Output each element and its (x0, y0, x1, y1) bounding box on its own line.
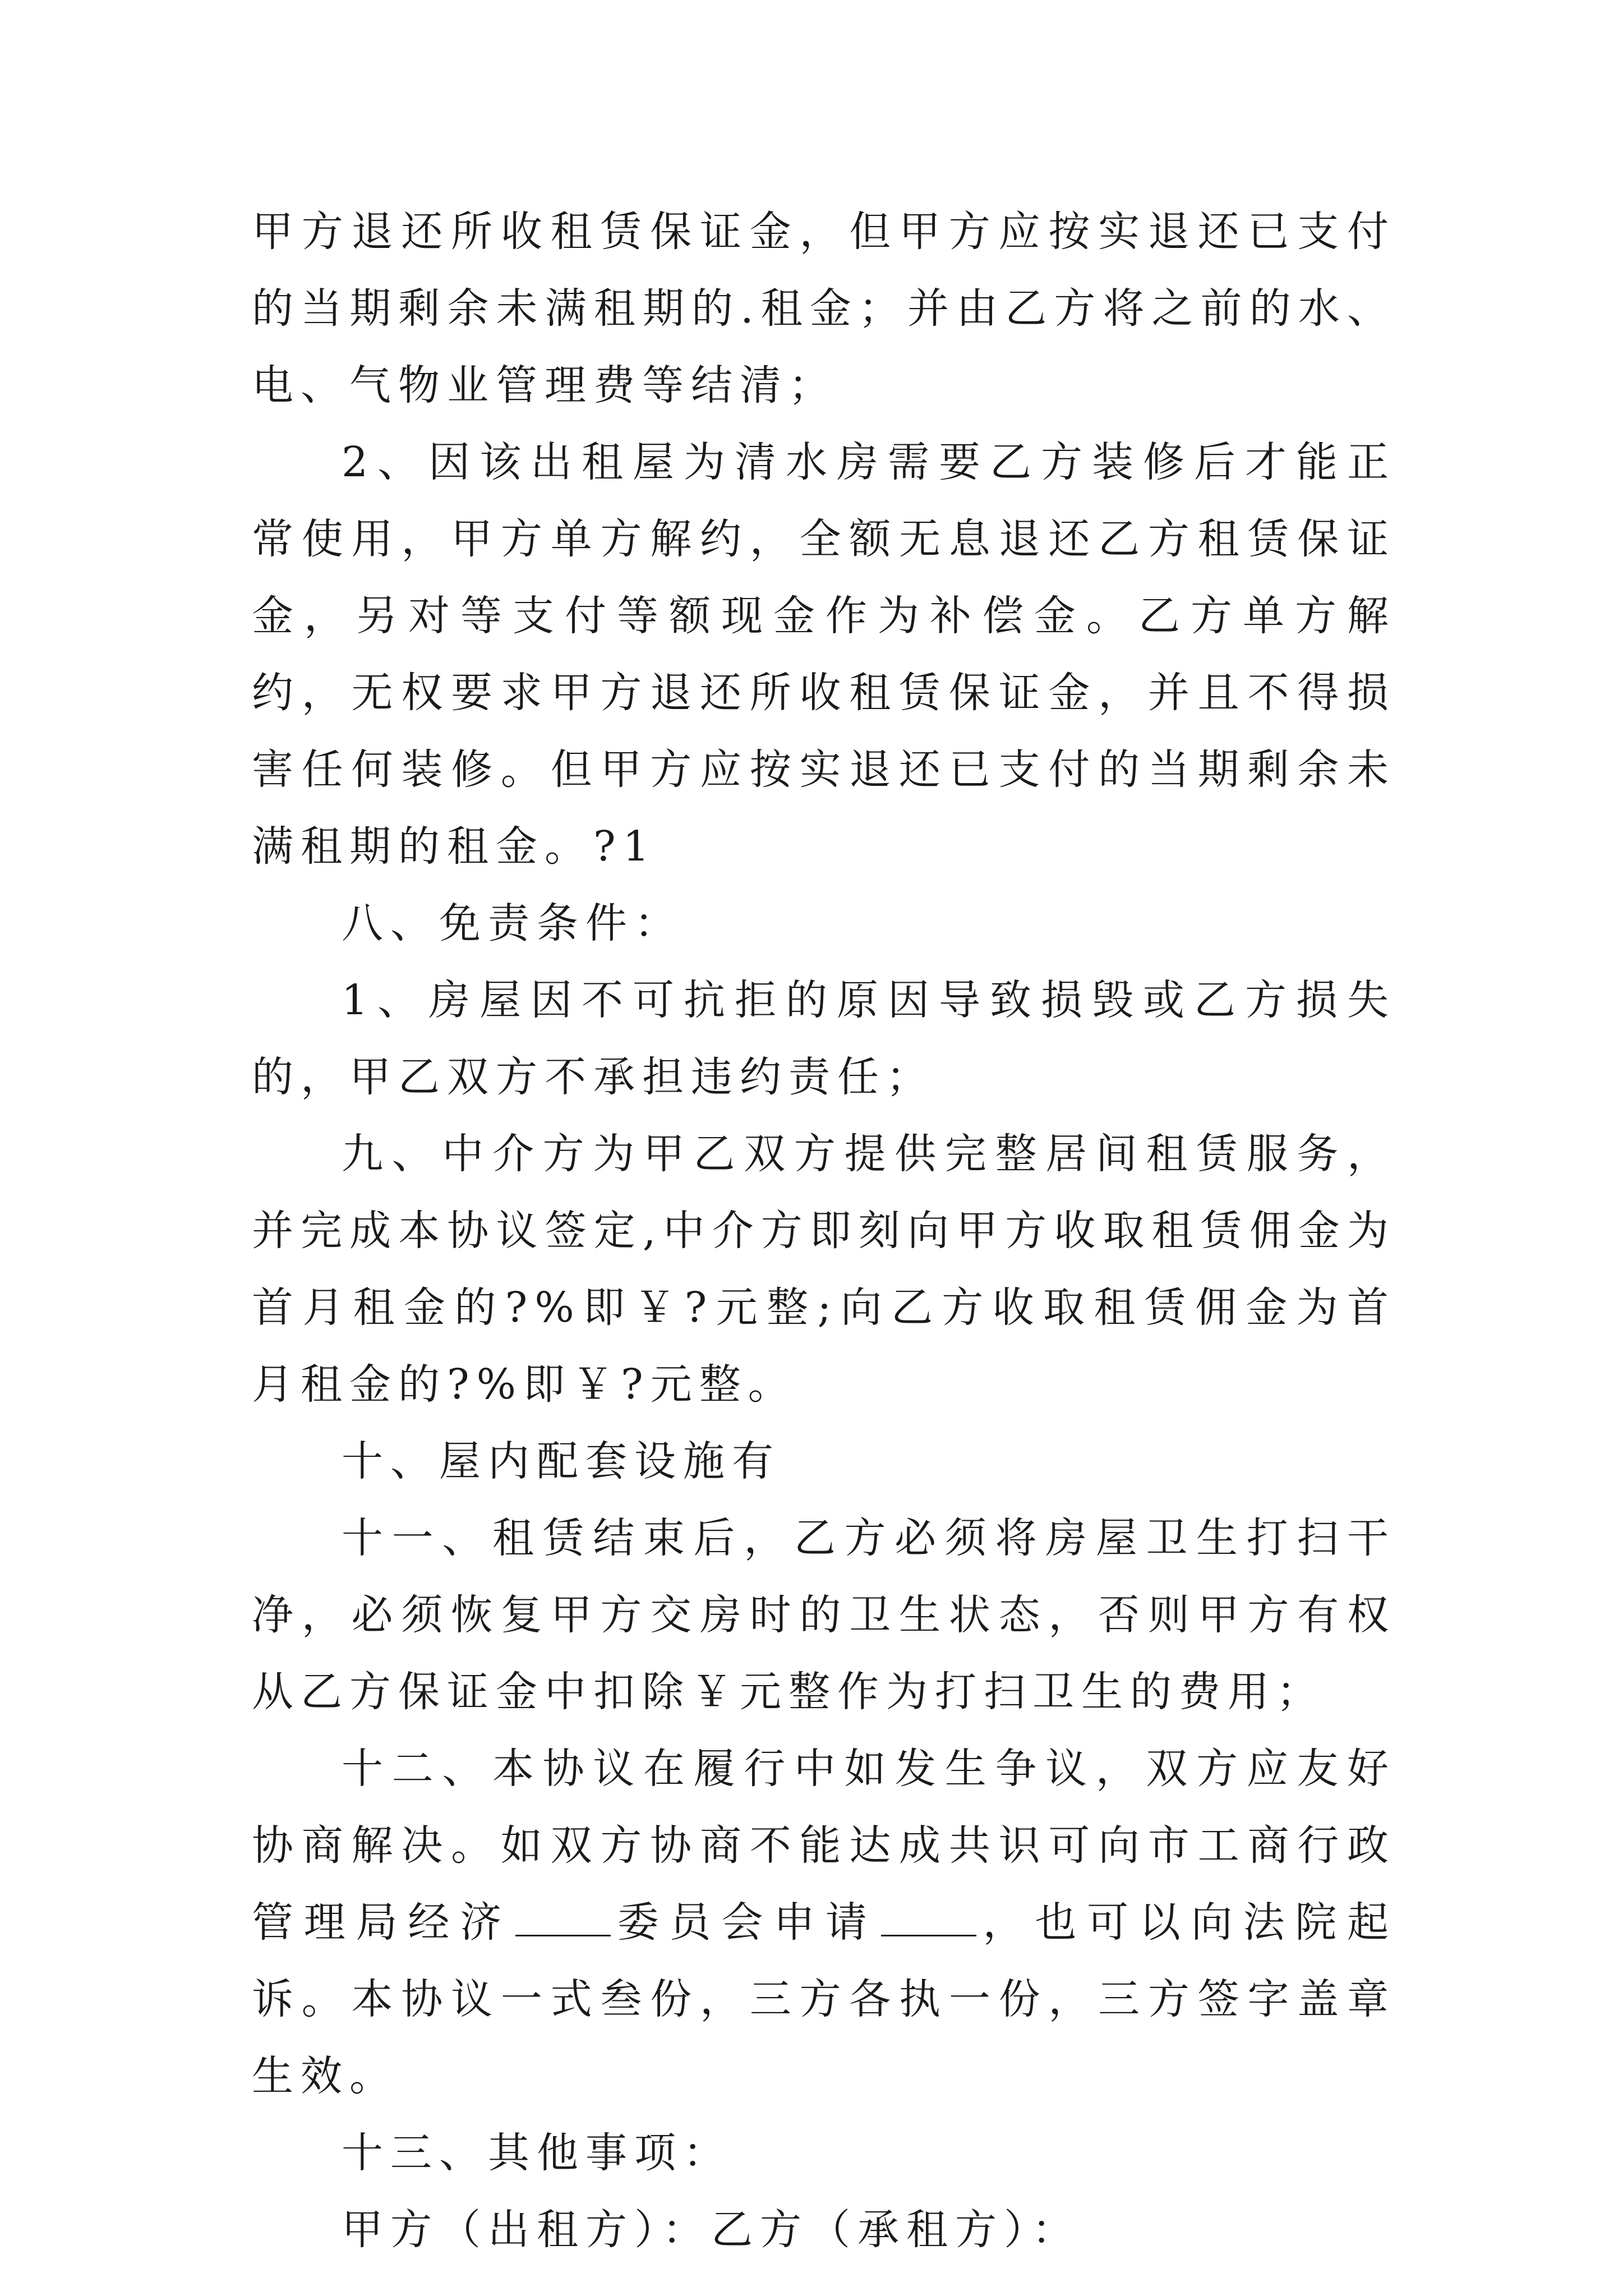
paragraph-clause-2: 2、因该出租屋为清水房需要乙方装修后才能正常使用，甲方单方解约，全额无息退还乙方租赁保证金，另对等支付等额现金作为补偿金。乙方单方解约，无权要求甲方退还所收租赁保证金，并且不得损害任何装修。但甲方应按实退还已支付的当期剩余未满租期的租金。?1 (252, 438, 1396, 871)
blank-line-2 (881, 1893, 976, 1936)
heading-other-matters: 十三、其他事项： (342, 2129, 732, 2177)
signature-line: 甲方（出租方）：乙方（承租方）： (342, 2206, 1081, 2254)
paragraph-cleaning: 十一、租赁结束后，乙方必须将房屋卫生打扫干净，必须恢复甲方交房时的卫生状态，否则甲方有权从乙方保证金中扣除￥元整作为打扫卫生的费用； (252, 1514, 1396, 1716)
dispute-text-part-1: 十二、本协议在履行中如发生争议，双方应友好协商解决。如双方协商不能达成共识可向市工商行政管理局经济 (252, 1745, 1396, 1947)
paragraph-agency-commission: 九、中介方为甲乙双方提供完整居间租赁服务，并完成本协议签定,中介方即刻向甲方收取租赁佣金为首月租金的?%即￥?元整;向乙方收取租赁佣金为首月租金的?%即￥?元整。 (252, 1130, 1396, 1409)
dispute-text-part-3: ，也可以向法院起诉。本协议一式叁份，三方各执一份，三方签字盖章生效。 (252, 1898, 1396, 2100)
paragraph-facilities: 十、屋内配套设施有 (342, 1437, 781, 1485)
blank-line-1 (515, 1893, 611, 1936)
document-body (252, 194, 1396, 2269)
paragraph-deposit-refund: 甲方退还所收租赁保证金，但甲方应按实退还已支付的当期剩余未满租期的.租金；并由乙方将之前的水、电、气物业管理费等结清； (252, 208, 1396, 409)
dispute-text-part-2: 委员会申请 (614, 1898, 878, 1947)
paragraph-force-majeure: 1、房屋因不可抗拒的原因导致损毁或乙方损失的，甲乙双方不承担违约责任； (252, 976, 1396, 1101)
paragraph-dispute-resolution (252, 1731, 1396, 2115)
heading-exemption-conditions: 八、免责条件： (342, 899, 683, 947)
